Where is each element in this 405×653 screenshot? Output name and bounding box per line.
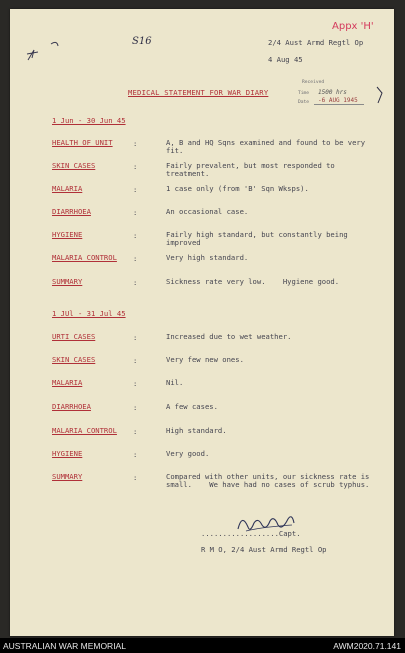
row-label: MALARIA CONTROL [52, 253, 117, 262]
document-title: MEDICAL STATEMENT FOR WAR DIARY [128, 88, 269, 97]
row-label: DIARRHOEA [52, 207, 91, 216]
row-colon: : [133, 162, 138, 171]
row-value: Very few new ones. [166, 355, 244, 364]
row-value: High standard. [166, 426, 227, 435]
signature-line: ..................Capt. [201, 529, 301, 538]
row-colon: : [133, 208, 138, 217]
stamp-time-label: Time [298, 91, 310, 96]
row-value: Sickness rate very low. Hygiene good. [166, 277, 340, 286]
archive-footer [0, 638, 405, 653]
row-colon: : [133, 403, 138, 412]
row-label: HEALTH OF UNIT [52, 138, 113, 147]
stamp-underline [314, 96, 364, 105]
row-colon: : [133, 450, 138, 459]
row-value: 1 case only (from 'B' Sqn Wksps). [166, 184, 309, 193]
stamp-date-label: Date [298, 100, 310, 105]
received-stamp [298, 80, 378, 116]
row-label: DIARRHOEA [52, 402, 91, 411]
row-colon: : [133, 473, 138, 482]
row-colon: : [133, 379, 138, 388]
unit-header: 2/4 Aust Armd Regtl Op [268, 38, 364, 47]
row-value: Fairly high standard, but constantly being improved [166, 230, 348, 247]
stamp-date-value: -6 AUG 1945 [318, 97, 358, 104]
row-colon: : [133, 333, 138, 342]
row-label: HYGIENE [52, 449, 83, 458]
tick-mark-icon [374, 83, 386, 109]
row-label: SKIN CASES [52, 355, 96, 364]
document-page [10, 9, 394, 636]
signatory-title: R M O, 2/4 Aust Armd Regtl Op [201, 545, 327, 554]
row-value: Very high standard. [166, 253, 249, 262]
row-value: Very good. [166, 449, 210, 458]
row-value: Increased due to wet weather. [166, 332, 292, 341]
appendix-annotation: Appx 'H' [332, 21, 374, 32]
pencil-mark-icon [24, 36, 64, 64]
row-colon: : [133, 278, 138, 287]
row-label: HYGIENE [52, 230, 83, 239]
row-colon: : [133, 185, 138, 194]
row-label: URTI CASES [52, 332, 96, 341]
period-heading-july: 1 JUl - 31 Jul 45 [52, 309, 126, 318]
row-colon: : [133, 427, 138, 436]
row-label: MALARIA [52, 378, 83, 387]
handwritten-reference: S16 [132, 36, 152, 47]
row-label: MALARIA CONTROL [52, 426, 117, 435]
row-colon: : [133, 254, 138, 263]
stamp-received-label: Received [302, 80, 325, 85]
row-label: SUMMARY [52, 277, 83, 286]
row-label: SUMMARY [52, 472, 83, 481]
stamp-time-value: 1500 hrs [318, 89, 347, 96]
document-date: 4 Aug 45 [268, 55, 303, 64]
footer-accession-number: AWM2020.71.141 [333, 641, 401, 651]
period-heading-june: 1 Jun - 30 Jun 45 [52, 116, 126, 125]
row-colon: : [133, 231, 138, 240]
row-value: Compared with other units, our sickness rate is small. We have had no cases of scrub typhus. [166, 472, 374, 489]
row-value: Nil. [166, 378, 184, 387]
row-value: A, B and HQ Sqns examined and found to be very fit. [166, 138, 366, 155]
row-value: A few cases. [166, 402, 218, 411]
row-colon: : [133, 139, 138, 148]
row-value: Fairly prevalent, but most responded to treatment. [166, 161, 335, 178]
row-value: An occasional case. [166, 207, 249, 216]
row-label: SKIN CASES [52, 161, 96, 170]
row-colon: : [133, 356, 138, 365]
row-label: MALARIA [52, 184, 83, 193]
footer-archive-name: AUSTRALIAN WAR MEMORIAL [3, 641, 126, 651]
